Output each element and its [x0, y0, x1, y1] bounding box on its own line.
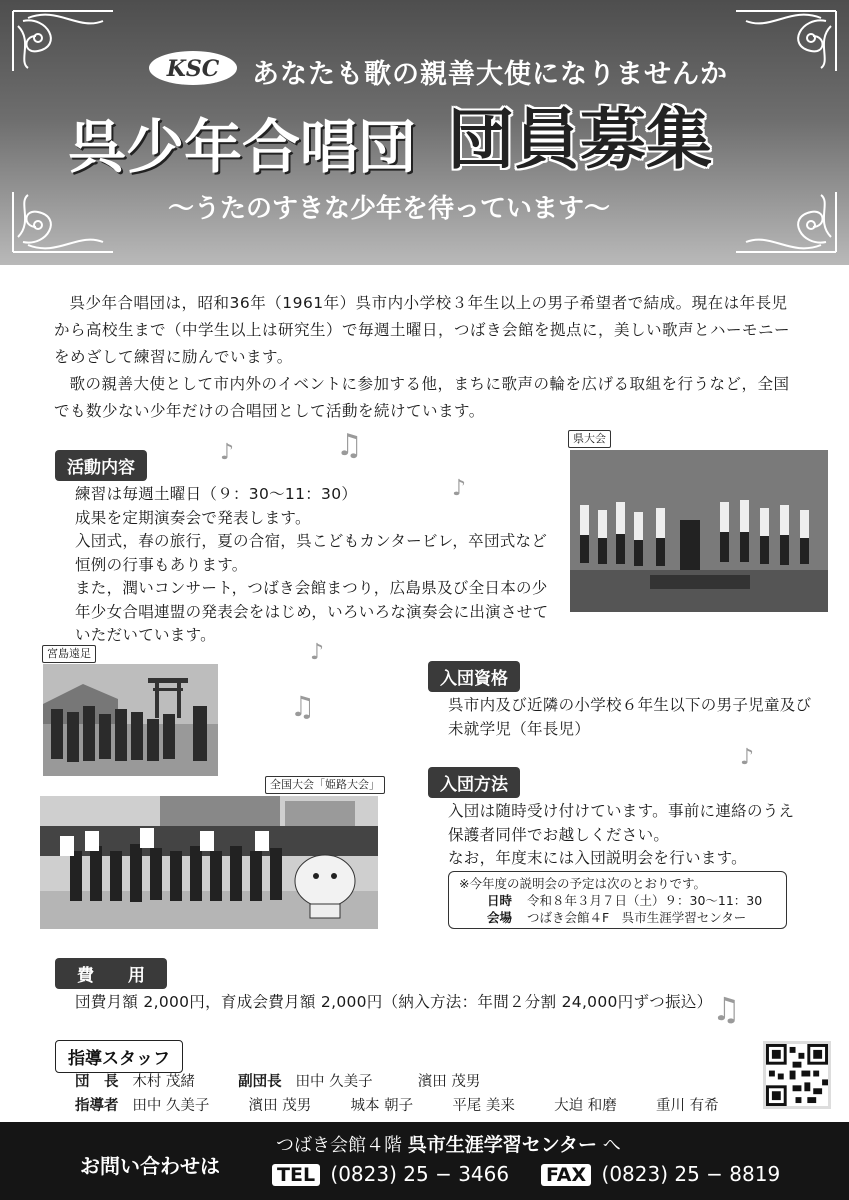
- fax-badge: FAX: [541, 1164, 591, 1186]
- photo-caption-miyajima: 宮島遠足: [42, 645, 96, 663]
- photo-caption-prefectural: 県大会: [568, 430, 611, 448]
- method-label: 入団方法: [428, 767, 520, 798]
- activities-line: また，潤いコンサート，つばき会館まつり，広島県及び全日本の少: [75, 579, 548, 597]
- notice-date-label: 日時: [487, 893, 513, 908]
- staff-name: 城本 朝子: [350, 1098, 414, 1114]
- fees-text: 団費月額 2,000円，育成会費月額 2,000円（納入方法：年間２分割 24,000円ずつ振込）: [75, 993, 713, 1011]
- address-name: 呉市生涯学習センター: [407, 1134, 597, 1156]
- briefing-notice-box: [448, 871, 787, 929]
- notice-place-label: 会場: [487, 910, 513, 925]
- address-suffix: へ: [602, 1135, 621, 1156]
- method-line: 保護者同伴でお越しください。: [448, 825, 670, 844]
- miyajima-excursion-photo: [43, 664, 218, 776]
- qr-code[interactable]: [763, 1041, 831, 1109]
- staff-name: 濱田 茂男: [417, 1074, 481, 1090]
- ornament-top-right: [731, 6, 841, 76]
- contact-address: [276, 1130, 621, 1157]
- double-note-icon: ♫: [336, 428, 363, 463]
- staff-row-2: [75, 1094, 719, 1115]
- fees-label: 費 用: [55, 958, 167, 989]
- fax-value: (0823) 25 − 8819: [601, 1162, 781, 1186]
- staff-name: 濱田 茂男: [248, 1098, 312, 1114]
- staff-role-instructor: 指導者: [75, 1098, 119, 1114]
- staff-name: 重川 有希: [655, 1098, 719, 1114]
- double-note-icon: ♫: [712, 990, 741, 1028]
- activities-line: 成果を定期演奏会で発表します。: [75, 508, 311, 527]
- method-line: なお，年度末には入団説明会を行います。: [448, 849, 747, 867]
- activities-label: 活動内容: [55, 450, 147, 481]
- photo-caption-national: 全国大会「姫路大会」: [265, 776, 385, 794]
- eligibility-line: 呉市内及び近隣の小学校６年生以下の男子児童及び: [448, 696, 812, 714]
- method-line: 入団は随時受け付けています。事前に連絡のうえ: [448, 802, 795, 820]
- staff-role-leader: 団 長: [75, 1074, 119, 1090]
- header-banner: [0, 0, 849, 265]
- tel-badge: TEL: [272, 1164, 320, 1186]
- address-prefix: つばき会館４階: [276, 1135, 402, 1156]
- tel-value[interactable]: (0823) 25 − 3466: [330, 1162, 510, 1186]
- staff-label: 指導スタッフ: [55, 1040, 183, 1073]
- intro-text: [54, 290, 799, 425]
- staff-name: 大迫 和磨: [554, 1098, 617, 1114]
- activities-line: いただいています。: [75, 626, 216, 644]
- music-note-icon: ♪: [220, 440, 235, 465]
- tagline: あなたも歌の親善大使になりませんか: [252, 59, 728, 90]
- notice-place-value: つばき会館４F 呉市生涯学習センター: [527, 910, 747, 925]
- ornament-bottom-right: [731, 187, 841, 257]
- activities-text: [75, 483, 555, 648]
- music-note-icon: ♪: [740, 745, 755, 770]
- phone-number[interactable]: [272, 1162, 509, 1186]
- logo-text: KSC: [166, 56, 220, 82]
- music-note-icon: ♪: [452, 476, 467, 501]
- ornament-bottom-left: [8, 187, 118, 257]
- eligibility-text: [448, 694, 818, 741]
- recruitment-title: 団員募集: [448, 100, 712, 178]
- staff-name: 田中 久美子: [295, 1074, 373, 1090]
- contact-label: お問い合わせは: [80, 1154, 220, 1178]
- staff-role-vice-leader: 副団長: [238, 1074, 282, 1090]
- ornament-top-left: [8, 6, 118, 76]
- national-contest-photo: [40, 796, 378, 929]
- intro-paragraph-1: 呉少年合唱団は，昭和36年（1961年）呉市内小学校３年生以上の男子希望者で結成。現在は年長児から高校生まで（中学生以上は研究生）で毎週土曜日，つばき会館を拠点に，美しい歌声とハーモニーをめざして練習に励んでいます。: [54, 294, 791, 366]
- notice-heading: ※今年度の説明会の予定は次のとおりです。: [459, 876, 706, 891]
- eligibility-line: 未就学児（年長児）: [448, 719, 591, 738]
- music-note-icon: ♪: [310, 640, 325, 665]
- staff-row-1: [75, 1070, 480, 1091]
- staff-name: 木村 茂緒: [132, 1074, 195, 1090]
- activities-line: 練習は毎週土曜日（９：30〜11：30）: [75, 485, 358, 503]
- double-note-icon: ♫: [290, 690, 316, 723]
- activities-line: 恒例の行事もあります。: [75, 555, 248, 574]
- staff-name: 田中 久美子: [132, 1098, 210, 1114]
- eligibility-label: 入団資格: [428, 661, 520, 692]
- staff-name: 平尾 美来: [452, 1098, 515, 1114]
- title-subtitle: ～うたのすきな少年を待っています～: [168, 194, 611, 224]
- notice-date-value: 令和８年３月７日（土）９：30〜11：30: [527, 893, 763, 908]
- contact-footer: [0, 1122, 849, 1200]
- activities-line: 入団式，春の旅行，夏の合宿，呉こどもカンタービレ，卒団式など: [75, 532, 548, 550]
- fax-number: [541, 1162, 780, 1186]
- intro-paragraph-2: 歌の親善大使として市内外のイベントに参加する他，まちに歌声の輪を広げる取組を行うなど，全国でも数少ない少年だけの合唱団として活動を続けています。: [54, 375, 790, 420]
- choir-name-title: 呉少年合唱団: [68, 113, 417, 181]
- choir-logo: [147, 48, 239, 88]
- activities-line: 年少女合唱連盟の発表会をはじめ，いろいろな演奏会に出演させて: [75, 602, 549, 621]
- prefectural-contest-photo: [570, 450, 828, 612]
- method-text: [448, 800, 818, 871]
